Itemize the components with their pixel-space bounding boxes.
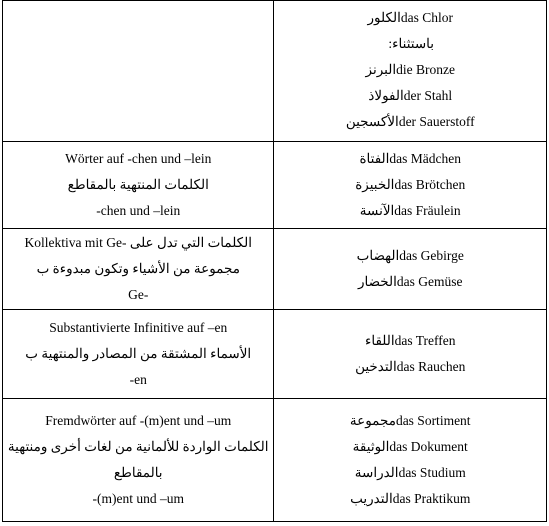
rule-arabic: الكلمات الواردة للألمانية من لغات أخرى ومنتهية xyxy=(7,439,269,454)
examples-cell xyxy=(274,142,547,229)
rule-german: Substantivierte Infinitive auf –en xyxy=(49,320,228,335)
arabic-word: الخضار xyxy=(357,274,397,289)
rule-cell xyxy=(3,142,274,229)
rule-arabic: الكلمات المنتهية بالمقاطع xyxy=(67,177,209,192)
arabic-word: التدريب xyxy=(350,491,393,506)
arabic-word: الخبيزة xyxy=(355,177,395,192)
arabic-word: البرنز xyxy=(365,62,397,77)
grammar-table xyxy=(2,0,547,522)
arabic-word: الفتاة xyxy=(359,151,390,166)
table-row xyxy=(3,399,547,522)
arabic-word: الدراسة xyxy=(354,465,399,480)
rule-cell xyxy=(3,399,274,522)
example-pair xyxy=(274,109,546,135)
arabic-word: مجموعة xyxy=(349,413,396,428)
examples-cell xyxy=(274,310,547,399)
example-pair xyxy=(274,354,546,380)
german-word: die Bronze xyxy=(396,62,455,77)
rule-arabic: مجموعة من الأشياء وتكون مبدوءة ب xyxy=(36,261,240,276)
exception-label xyxy=(274,31,546,57)
german-word: das Mädchen xyxy=(389,151,462,166)
example-pair xyxy=(274,57,546,83)
arabic-word: الآنسة xyxy=(359,203,395,218)
arabic-word: الوثيقة xyxy=(352,439,390,454)
rule-arabic: الأسماء المشتقة من المصادر والمنتهية ب xyxy=(25,346,252,361)
example-pair xyxy=(274,460,546,486)
arabic-word: التدخين xyxy=(355,359,397,374)
german-word: das Brötchen xyxy=(394,177,466,192)
table-row xyxy=(3,310,547,399)
example-pair xyxy=(274,243,546,269)
german-word: das Dokument xyxy=(389,439,468,454)
arabic-word: الهضاب xyxy=(356,248,400,263)
example-pair xyxy=(274,434,546,460)
rule-suffix: -en xyxy=(129,372,147,387)
arabic-word: اللقاء xyxy=(364,333,395,348)
examples-cell xyxy=(274,1,547,142)
example-pair xyxy=(274,83,546,109)
rule-suffix: Ge- xyxy=(128,287,149,302)
german-word: das Gemüse xyxy=(396,274,463,289)
examples-cell xyxy=(274,399,547,522)
rule-suffix: -chen und –lein xyxy=(96,203,181,218)
arabic-word: الأكسجين xyxy=(345,114,399,129)
example-pair xyxy=(274,5,546,31)
arabic-word: باستثناء: xyxy=(388,36,435,51)
rule-german xyxy=(3,230,273,256)
german-word: das Fräulein xyxy=(394,203,461,218)
rule-german: Fremdwörter auf -(m)ent und –um xyxy=(45,413,232,428)
rule-cell xyxy=(3,229,274,310)
german-word: das Studium xyxy=(398,465,466,480)
german-word: das Treffen xyxy=(394,333,456,348)
example-pair xyxy=(274,328,546,354)
table-row xyxy=(3,1,547,142)
rule-german: Wörter auf -chen und –lein xyxy=(65,151,212,166)
arabic-word: الفولاذ xyxy=(368,88,404,103)
example-pair xyxy=(274,198,546,224)
example-pair xyxy=(274,172,546,198)
german-word: der Sauerstoff xyxy=(398,114,475,129)
example-pair xyxy=(274,146,546,172)
example-pair xyxy=(274,408,546,434)
rule-cell xyxy=(3,1,274,142)
german-word: das Sortiment xyxy=(395,413,471,428)
table-row xyxy=(3,142,547,229)
example-pair xyxy=(274,486,546,512)
german-word: das Rauchen xyxy=(396,359,466,374)
german-word: der Stahl xyxy=(403,88,453,103)
german-word: das Chlor xyxy=(400,10,453,25)
rule-arabic-continued: بالمقاطع xyxy=(113,465,163,480)
german-word: das Gebirge xyxy=(399,248,464,263)
table-row xyxy=(3,229,547,310)
rule-german-text: Kollektiva mit Ge- الكلمات التي تدل على xyxy=(24,235,252,250)
german-word: das Praktikum xyxy=(392,491,471,506)
example-pair xyxy=(274,269,546,295)
rule-cell xyxy=(3,310,274,399)
examples-cell xyxy=(274,229,547,310)
arabic-word: الكلور xyxy=(367,10,401,25)
rule-suffix: -(m)ent und –um xyxy=(92,491,184,506)
